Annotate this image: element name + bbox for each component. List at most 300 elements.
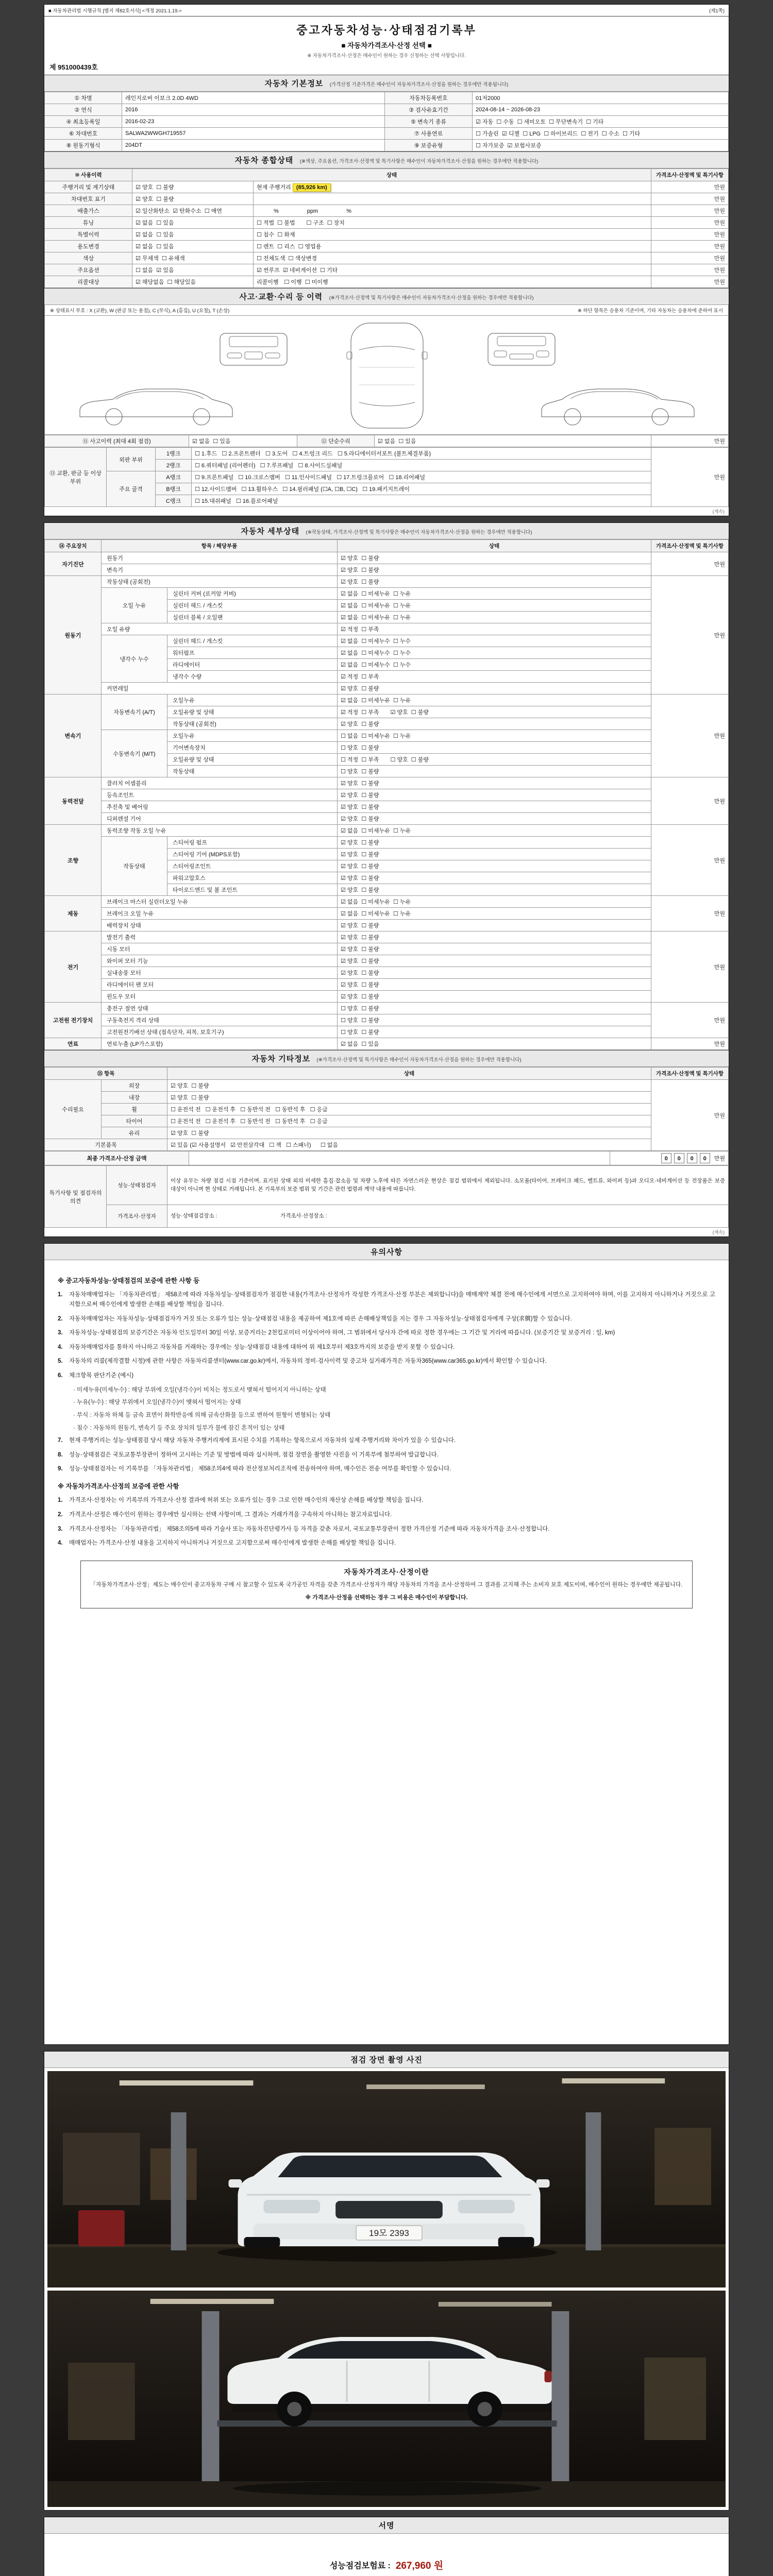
item-label: 발전기 출력 — [102, 931, 338, 943]
car-damage-diagram — [44, 315, 729, 435]
state-cell: ☑ 없음 ☐ 미세누수 ☐ 누수 — [338, 659, 651, 671]
state-cell: ☑ 없음 ☐ 미세누유 ☐ 누유 — [338, 612, 651, 623]
detail-row — [45, 825, 729, 837]
info-box-title: 자동차가격조사·산정이란 — [344, 1567, 429, 1576]
table-row — [45, 1127, 729, 1139]
detail-row — [45, 576, 729, 588]
price-cell: 만원 — [651, 825, 729, 896]
notice-number: 1. — [58, 1292, 63, 1298]
notices-title: 유의사항 — [371, 1248, 402, 1257]
item-label: 스티어링 기어 (MDPS포함) — [167, 849, 338, 860]
detail-row — [45, 920, 729, 931]
notice-subitem: · 부식 : 자동차 하체 등 금속 표면이 화학반응에 의해 금속산화물 등으로 변하여 원형이 변형되는 상태 — [73, 1412, 331, 1418]
appraiser-label: 가격조사·산정자 — [107, 1205, 167, 1228]
notice-number: 9. — [58, 1466, 63, 1472]
inspection-photo-1-wrap — [44, 2068, 729, 2291]
document-number: 제 951000439호 — [49, 63, 98, 71]
item-label: 커먼레일 — [102, 683, 338, 694]
price-cell: 만원 — [651, 229, 729, 241]
exchange-label: ⑬ 교환, 판금 등 이상 부위 — [45, 448, 107, 507]
table-row — [45, 471, 729, 483]
item-label: 파워고압호스 — [167, 872, 338, 884]
detail-row — [45, 813, 729, 825]
table-header-row — [45, 169, 729, 181]
extra-cell — [254, 181, 651, 193]
col-device: ⑭ 주요장치 — [45, 540, 102, 552]
col-item: 항목 / 해당부품 — [102, 540, 338, 552]
state-cell: ☑ 양호 ☐ 불량 — [338, 718, 651, 730]
use-history-label: 특별이력 — [45, 229, 132, 241]
photos-band — [44, 2052, 729, 2068]
use-history-label: 튜닝 — [45, 217, 132, 229]
item-label: 실린더 블록 / 오일팬 — [167, 612, 338, 623]
simple-repair-state: ☑ 없음 ☐ 있음 — [375, 435, 651, 447]
comprehensive-title: 자동차 종합상태 — [234, 156, 294, 165]
notice-text: 성능·상태점검자는 이 기록부를 「자동차관리법」 제58조의4에 따라 전산정보처리조직에 전송하여야 하며, 매수인은 전송 여부를 확인할 수 있습니다. — [69, 1466, 451, 1472]
detail-row — [45, 801, 729, 813]
item-label: 타이로드엔드 및 볼 조인트 — [167, 884, 338, 896]
basic-info-note: (가격산정 기준가격은 매수인이 자동차가격조사·산정을 원하는 경우에만 적용됩니다) — [329, 82, 509, 88]
state-cell: ☐ 적정 ☐ 부족 ☐ 양호 ☐ 불량 — [338, 754, 651, 766]
detail-row — [45, 837, 729, 849]
state-cell: ☑ 양호 ☐ 불량 — [338, 943, 651, 955]
simple-repair-label: ⑫ 단순수리 — [297, 435, 375, 447]
license-plate-text: 19모 2393 — [369, 2228, 409, 2239]
detail-row — [45, 623, 729, 635]
extra-cell: 리콜이행 ☐ 이행 ☐ 미이행 — [254, 276, 651, 288]
reg-no-label: 자동차등록번호 — [385, 92, 473, 104]
price-cell: 만원 — [651, 241, 729, 252]
notice-text: 매매업자는 가격조사·산정 내용을 고지하지 아니하거나 거짓으로 고지함으로써 매수인에게 발생한 손해를 배상할 책임을 집니다. — [69, 1540, 396, 1547]
state-cell: ☑ 양호 ☐ 불량 — [338, 552, 651, 564]
device-label: 원동기 — [45, 576, 102, 694]
col-state: 상태 — [167, 1067, 651, 1080]
detail-row — [45, 967, 729, 979]
comprehensive-row — [45, 205, 729, 217]
comprehensive-row — [45, 193, 729, 205]
misc-info-table — [44, 1067, 729, 1151]
detail-row — [45, 908, 729, 920]
comprehensive-table — [44, 168, 729, 288]
rank-label: A랭크 — [156, 471, 192, 483]
notice-text: 가격조사·산정자는 「자동차관리법」 제58조의5에 따라 기술사 또는 자동차진단평가사 등 자격을 갖춘 자로서, 국토교통부장관이 정한 가격산정 기준에 따라 자동차가격을 조사·산정합니다. — [69, 1526, 550, 1532]
detail-row — [45, 635, 729, 647]
comprehensive-note: (※색상, 주요옵션, 가격조사·산정액 및 특기사항은 매수인이 자동차가격조사·산정을 원하는 경우에만 적용합니다) — [299, 159, 539, 164]
price-cell: 만원 — [651, 217, 729, 229]
device-label: 제동 — [45, 896, 102, 931]
detail-state-table — [44, 539, 729, 1050]
mileage-highlight: (85,926 km) — [293, 183, 331, 192]
item-label: 작동상태 — [167, 766, 338, 777]
car-diagram-top-view — [346, 320, 428, 431]
extra-cell: % ppm % — [254, 205, 651, 217]
state-cell: ☑ 없음 ☐ 있음 — [132, 241, 254, 252]
comprehensive-row — [45, 181, 729, 193]
premium-value: 267,960 원 — [395, 2560, 444, 2571]
device-sub-label: 자동변속기 (A/T) — [102, 694, 167, 730]
item-label: 라디에이터 팬 모터 — [102, 979, 338, 991]
device-label: 자기진단 — [45, 552, 102, 576]
detail-row — [45, 943, 729, 955]
notice-text: 자동차매매업자는 「자동차관리법」 제58조에 따라 자동차성능·상태점검자가 점검한 내용(가격조사·산정자가 작성한 가격조사·산정 부분은 제외합니다)을 매매계약 체결 전에 매수인에게 서면으로 고지하여야 하며, 이를 고지하지 아니하거나 거짓으로 고지함으로써 매수인에게 발생한 손해를 배상할 책임을 집니다. — [69, 1292, 715, 1308]
comprehensive-row — [45, 229, 729, 241]
use-history-label: 용도변경 — [45, 241, 132, 252]
state-cell: ☑ 적정 ☐ 부족 ☑ 양호 ☐ 불량 — [338, 706, 651, 718]
accident-history-state: ☑ 없음 ☐ 있음 — [189, 435, 297, 447]
use-history-label: 주행거리 및 계기상태 — [45, 181, 132, 193]
item-label: 원동기 — [102, 552, 338, 564]
photos-title: 점검 장면 촬영 사진 — [350, 2056, 423, 2064]
state-cell: ☑ 양호 ☐ 불량 — [338, 955, 651, 967]
table-row — [45, 1092, 729, 1104]
accident-band — [44, 288, 729, 305]
extra-cell: ☑ 썬루프 ☑ 네비게이션 ☐ 기타 — [254, 264, 651, 276]
table-row — [45, 435, 729, 447]
device-label: 연료 — [45, 1038, 102, 1050]
fuel-value: ☐ 가솔린 ☑ 디젤 ☐ LPG ☐ 하이브리드 ☐ 전기 ☐ 수소 ☐ 기타 — [473, 128, 729, 140]
page-subnote: ※ 자동차가격조사·산정은 매수인이 원하는 경우 신청하는 선택 사항입니다. — [307, 53, 466, 59]
item-label: 브레이크 오일 누유 — [102, 908, 338, 920]
price-cell: 만원 — [651, 205, 729, 217]
detail-row — [45, 588, 729, 600]
main-frame-label: 주요 골격 — [107, 471, 156, 507]
notice-number: 2. — [58, 1511, 63, 1518]
rank-items: ☐ 12.사이드멤버 ☐ 13.휠하우스 ☐ 14.필러패널 (☐A, ☐B, ☐C) ☐ 19.패키지트레이 — [192, 483, 651, 495]
device-sub-label: 오일 누유 — [102, 588, 167, 623]
table-row — [45, 1166, 729, 1205]
warranty-label: ⑨ 보증유형 — [385, 140, 473, 151]
state-cell: ☑ 양호 ☐ 불량 — [338, 801, 651, 813]
price-cell: 만원 — [651, 1038, 729, 1050]
final-price-unit: 만원 — [714, 1156, 725, 1162]
accident-history-table — [44, 435, 729, 447]
warranty-value: ☐ 자가보증 ☑ 보험사보증 — [473, 140, 729, 151]
misc-item-state: ☑ 양호 ☐ 불량 — [167, 1127, 651, 1139]
transmission-label: ⑤ 변속기 종류 — [385, 116, 473, 128]
opinion-table — [44, 1165, 729, 1228]
exchange-panel-table — [44, 447, 729, 507]
notice-item — [58, 1290, 715, 1309]
state-legend-note: ※ 하단 항목은 승용차 기준이며, 기타 자동차는 승용차에 준하여 표시 — [577, 308, 723, 314]
state-cell: ☑ 양호 ☐ 불량 — [338, 860, 651, 872]
notice-text: 자동차매매업자는 자동차성능·상태점검자가 거짓 또는 오류가 있는 성능·상태점검 내용을 제공하여 제1호에 따른 손해배상책임을 지는 경우 그 자동차성능·상태점검자에게 구상(求償)할 수 있습니다. — [69, 1315, 572, 1322]
item-label: 연료누출 (LP가스포함) — [102, 1038, 338, 1050]
use-history-label: 배출가스 — [45, 205, 132, 217]
state-cell: ☑ 없음 ☐ 미세누유 ☐ 누유 — [338, 600, 651, 612]
price-cell: 만원 — [651, 252, 729, 264]
notice-item — [58, 1371, 715, 1381]
inspection-value: 2024-08-14 ~ 2026-08-23 — [473, 104, 729, 116]
comprehensive-row — [45, 276, 729, 288]
misc-item-label: 휠 — [102, 1104, 167, 1115]
notice-item — [58, 1450, 715, 1460]
state-cell: ☐ 없음 ☑ 있음 — [132, 264, 254, 276]
state-cell: ☑ 양호 ☐ 불량 — [338, 564, 651, 576]
price-cell: 만원 — [651, 896, 729, 931]
item-label: 오일유량 및 상태 — [167, 754, 338, 766]
detail-row — [45, 1014, 729, 1026]
item-label: 오일유량 및 상태 — [167, 706, 338, 718]
col-item: ⑮ 항목 — [45, 1067, 167, 1080]
state-cell: ☑ 없음 ☐ 미세누유 ☐ 누유 — [338, 588, 651, 600]
table-header-row — [45, 1067, 729, 1080]
notice-item — [58, 1436, 715, 1446]
state-cell: ☑ 없음 ☐ 미세누유 ☐ 누유 — [338, 694, 651, 706]
price-cell: 만원 — [651, 1003, 729, 1038]
basic-info-title: 자동차 기본정보 — [264, 79, 324, 88]
notice-item — [58, 1343, 715, 1352]
transmission-value: ☑ 자동 ☐ 수동 ☐ 세미오토 ☐ 무단변속기 ☐ 기타 — [473, 116, 729, 128]
notice-subitem: · 누유(누수) : 해당 부위에서 오일(냉각수)이 맺혀서 떨어지는 상태 — [73, 1399, 241, 1406]
detail-row — [45, 694, 729, 706]
notice-number: 3. — [58, 1330, 63, 1336]
notice-subitem: · 미세누유(미세누수) : 해당 부위에 오일(냉각수)이 비치는 정도로서 맺혀서 떨어지지 아니하는 상태 — [73, 1386, 326, 1393]
first-reg-value: 2016-02-23 — [122, 116, 385, 128]
col-state: 상태 — [132, 169, 651, 181]
first-reg-label: ④ 최초등록일 — [45, 116, 122, 128]
title-area — [44, 16, 729, 60]
notice-text: 자동차매매업자를 통하지 아니하고 자동차를 거래하는 경우에는 성능·상태점검 내용에 대하여 위 제1호부터 제3호까지의 보증을 받지 못할 수 있습니다. — [69, 1344, 455, 1350]
basic-items-state: ☑ 있음 (☑ 사용설명서 ☑ 안전삼각대 ☐ 잭 ☐ 스패너) ☐ 없음 — [167, 1139, 651, 1151]
detail-band — [44, 523, 729, 539]
reg-no-value: 01저2000 — [473, 92, 729, 104]
item-label: 라디에이터 — [167, 659, 338, 671]
vin-value: SALWA2WWGH719557 — [122, 128, 385, 140]
block-notices — [44, 1243, 729, 2045]
misc-item-state: ☐ 운전석 전 ☐ 운전석 후 ☐ 동반석 전 ☐ 동반석 후 ☐ 응급 — [167, 1104, 651, 1115]
item-label: 브레이크 마스터 실린더오일 누유 — [102, 896, 338, 908]
misc-item-label: 타이어 — [102, 1115, 167, 1127]
price-cell: 만원 — [651, 448, 729, 507]
state-cell: ☑ 무채색 ☐ 유채색 — [132, 252, 254, 264]
misc-item-state: ☐ 운전석 전 ☐ 운전석 후 ☐ 동반석 전 ☐ 동반석 후 ☐ 응급 — [167, 1115, 651, 1127]
price-cell: 만원 — [651, 181, 729, 193]
rule-note-row — [44, 5, 729, 16]
state-cell: ☑ 일산화탄소 ☑ 탄화수소 ☐ 매연 — [132, 205, 254, 217]
state-cell: ☑ 양호 ☐ 불량 — [338, 777, 651, 789]
car-diagram-front-view — [215, 324, 292, 373]
price-cell: 만원 — [651, 1080, 729, 1151]
misc-band — [44, 1050, 729, 1067]
comprehensive-row — [45, 241, 729, 252]
device-label: 고전원 전기장치 — [45, 1003, 102, 1038]
state-cell: ☑ 양호 ☐ 불량 — [338, 884, 651, 896]
device-sub-label: 수동변속기 (M/T) — [102, 730, 167, 777]
device-sub-label: 작동상태 — [102, 837, 167, 896]
rank-label: B랭크 — [156, 483, 192, 495]
detail-title: 자동차 세부상태 — [241, 527, 300, 536]
item-label: 동력조향 작동 오일 누유 — [102, 825, 338, 837]
use-history-label: 리콜대상 — [45, 276, 132, 288]
misc-item-label: 유리 — [102, 1127, 167, 1139]
rank-items: ☐ 9.프론트패널 ☐ 10.크로스멤버 ☐ 11.인사이드패널 ☐ 17.트렁크플로어 ☐ 18.리어패널 — [192, 471, 651, 483]
state-cell: ☑ 없음 ☐ 미세누수 ☐ 누수 — [338, 647, 651, 659]
table-row — [45, 140, 729, 151]
notice-item — [58, 1496, 715, 1505]
final-price-blank — [189, 1151, 610, 1165]
item-label: 오일 유량 — [102, 623, 338, 635]
item-label: 변속기 — [102, 564, 338, 576]
table-row — [45, 448, 729, 460]
notices-subtitle-2: ※ 자동차가격조사·산정의 보증에 관한 사항 — [58, 1483, 179, 1490]
item-label: 작동상태 (공회전) — [102, 576, 338, 588]
final-price-table — [44, 1151, 729, 1165]
col-state: 상태 — [338, 540, 651, 552]
state-cell: ☑ 양호 ☐ 불량 — [338, 991, 651, 1003]
notice-number: 4. — [58, 1540, 63, 1547]
notice-text: 자동차의 리콜(제작결함 시정)에 관한 사항은 자동차리콜센터(www.car.go.kr)에서, 자동차의 정비·검사이력 및 중고차 실거래가격은 자동차365(www.car365.go.kr)에서 확인할 수 있습니다. — [69, 1358, 547, 1365]
notice-item — [58, 1524, 715, 1534]
repair-needed-label: 수리필요 — [45, 1080, 102, 1139]
detail-row — [45, 564, 729, 576]
misc-item-state: ☑ 양호 ☐ 불량 — [167, 1080, 651, 1092]
inspector-label: 성능·상태점검자 — [107, 1166, 167, 1205]
detail-row — [45, 1038, 729, 1050]
state-cell: ☑ 양호 ☐ 불량 — [338, 683, 651, 694]
state-cell: ☑ 양호 ☐ 불량 — [338, 576, 651, 588]
detail-row — [45, 1003, 729, 1014]
notice-item — [58, 1510, 715, 1520]
item-label: 스티어링 펌프 — [167, 837, 338, 849]
price-appraisal-info-box — [80, 1561, 693, 1608]
car-name-value: 레인지로버 이보크 2.0D 4WD — [122, 92, 385, 104]
engine-value: 204DT — [122, 140, 385, 151]
block-signature — [44, 2517, 729, 2576]
misc-note: (※가격조사·산정액 및 특기사항은 매수인이 자동차가격조사·산정을 원하는 경우에만 적용합니다) — [316, 1057, 522, 1063]
year-value: 2016 — [122, 104, 385, 116]
notice-number: 3. — [58, 1526, 63, 1532]
rank-label: 2랭크 — [156, 460, 192, 471]
detail-row — [45, 979, 729, 991]
price-cell: 만원 — [651, 435, 729, 447]
detail-row — [45, 991, 729, 1003]
item-label: 실린더 커버 (로커암 커버) — [167, 588, 338, 600]
page-title: 중고자동차성능·상태점검기록부 — [296, 24, 477, 37]
item-label: 오일누유 — [167, 730, 338, 742]
item-label: 와이퍼 모터 기능 — [102, 955, 338, 967]
item-label: 디퍼렌셜 기어 — [102, 813, 338, 825]
use-history-label: 주요옵션 — [45, 264, 132, 276]
detail-row — [45, 931, 729, 943]
detail-row — [45, 955, 729, 967]
price-cell: 만원 — [651, 576, 729, 694]
extra-cell: ☐ 렌트 ☐ 리스 ☐ 영업용 — [254, 241, 651, 252]
comprehensive-row — [45, 217, 729, 229]
state-cell: ☑ 없음 ☐ 미세누수 ☐ 누수 — [338, 635, 651, 647]
white-suv-front — [228, 2153, 549, 2247]
state-cell: ☑ 없음 ☐ 미세누유 ☐ 누유 — [338, 908, 651, 920]
price-cell: 만원 — [651, 931, 729, 1003]
item-label: 실린더 헤드 / 개스킷 — [167, 600, 338, 612]
use-history-label: 색상 — [45, 252, 132, 264]
rule-note: ■ 자동차관리법 시행규칙 [별지 제82호서식] <개정 2021.1.19.> — [48, 8, 182, 14]
document-sheet — [44, 0, 729, 2576]
rank-label: C랭크 — [156, 495, 192, 507]
misc-item-state: ☑ 양호 ☐ 불량 — [167, 1092, 651, 1104]
price-cell: 만원 — [651, 193, 729, 205]
accident-history-label: ⑪ 사고이력 (최대 4회 점검) — [45, 435, 189, 447]
item-label: 스티어링조인트 — [167, 860, 338, 872]
state-cell: ☑ 양호 ☐ 불량 — [338, 849, 651, 860]
continue-note: (계속) — [712, 1230, 725, 1235]
appraiser-opinion-text: 성능·상태점검장소 : 가격조사·산정장소 : — [167, 1205, 729, 1228]
info-box-text: 「자동차가격조사·산정」제도는 매수인이 중고자동차 구매 시 참고할 수 있도록 국가공인 자격을 갖춘 가격조사·산정자가 해당 자동차의 가격을 조사·산정하여 그 결과를 고지해 주는 소비자 보호 제도이며, 매수인이 원하는 경우에만 제공됩니다. — [90, 1582, 683, 1588]
table-row — [45, 92, 729, 104]
device-label: 조향 — [45, 825, 102, 896]
page-note: (제1쪽) — [709, 8, 725, 14]
notice-text: 가격조사·산정자는 이 기록부의 가격조사·산정 결과에 허위 또는 오류가 있는 경우 그로 인한 매수인의 재산상 손해를 배상할 책임을 집니다. — [69, 1497, 424, 1504]
signature-band — [44, 2517, 729, 2534]
notice-item — [58, 1538, 715, 1548]
mileage-label: 현재 주행거리 — [257, 184, 293, 191]
notices-list-1 — [58, 1290, 715, 1474]
notice-text: 현재 주행거리는 성능·상태점검 당시 해당 자동차 주행거리계에 표시된 수치를 기록하는 항목으로서 자동차의 실제 주행거리와 차이가 있을 수 있습니다. — [69, 1437, 456, 1444]
state-cell: ☐ 양호 ☐ 불량 — [338, 766, 651, 777]
basic-items-label: 기본품목 — [45, 1139, 167, 1151]
extra-cell: ☐ 적법 ☐ 불법 ☐ 구조 ☐ 장치 — [254, 217, 651, 229]
state-cell: ☑ 양호 ☐ 불량 — [132, 181, 254, 193]
state-cell: ☑ 양호 ☐ 불량 — [338, 872, 651, 884]
outer-panel-label: 외판 부위 — [107, 448, 156, 471]
state-cell: ☑ 양호 ☐ 불량 — [338, 967, 651, 979]
notices-subtitle-1: ※ 중고자동차성능·상태점검의 보증에 관한 사항 등 — [58, 1277, 200, 1284]
notice-number: 1. — [58, 1497, 63, 1504]
notice-number: 5. — [58, 1358, 63, 1365]
signature-body — [44, 2534, 729, 2576]
table-row — [45, 104, 729, 116]
final-price-digits: 0 0 0 0 — [661, 1153, 713, 1163]
car-diagram-left-side-view — [74, 377, 239, 428]
state-cell: ☑ 양호 ☐ 불량 — [338, 979, 651, 991]
accident-note: (※가격조사·산정액 및 특기사항은 매수인이 자동차가격조사·산정을 원하는 경우에만 적용합니다) — [329, 295, 534, 301]
final-price-value — [610, 1151, 729, 1165]
device-label: 동력전달 — [45, 777, 102, 825]
notice-item — [58, 1314, 715, 1324]
basic-info-band — [44, 75, 729, 92]
item-label: 고전원전기배선 상태 (접속단자, 피복, 보호기구) — [102, 1026, 338, 1038]
misc-item-label: 내장 — [102, 1092, 167, 1104]
state-legend-row — [44, 305, 729, 315]
comprehensive-row — [45, 252, 729, 264]
notice-number: 2. — [58, 1315, 63, 1322]
table-row — [45, 1115, 729, 1127]
car-diagram-rear-view — [483, 324, 560, 373]
final-price-label: 최종 가격조사·산정 금액 — [45, 1151, 189, 1165]
notice-text: 자동차성능·상태점검의 보증기간은 자동차 인도일부터 30일 이상, 보증거리는 2천킬로미터 이상이어야 하며, 그 범위에서 당사자 간에 따로 정한 경우에는 그 기간 및 거리에 따릅니다. (보증기간 및 보증거리 : 일, km) — [69, 1330, 615, 1336]
price-cell: 만원 — [651, 777, 729, 825]
notices-content — [44, 1260, 729, 1623]
detail-row — [45, 683, 729, 694]
col-price: 가격조사·산정액 및 특기사항 — [651, 1067, 729, 1080]
state-cell: ☑ 해당없음 ☐ 해당있음 — [132, 276, 254, 288]
continue-note: (계속) — [712, 509, 725, 514]
opinion-label: 특기사항 및 점검자의 의견 — [45, 1166, 107, 1228]
state-cell: ☑ 양호 ☐ 불량 — [338, 920, 651, 931]
state-cell: ☑ 양호 ☐ 불량 — [338, 789, 651, 801]
detail-row — [45, 1026, 729, 1038]
state-cell: ☐ 없음 ☐ 미세누유 ☐ 누유 — [338, 730, 651, 742]
item-label: 윈도우 모터 — [102, 991, 338, 1003]
rank-items: ☐ 15.대쉬패널 ☐ 16.플로어패널 — [192, 495, 651, 507]
notice-text: 성능·상태점검은 국토교통부장관이 정하여 고시하는 기준 및 방법에 따라 실시하며, 점검 장면을 촬영한 사진을 이 기록부에 첨부하여 발급합니다. — [69, 1451, 439, 1458]
inspection-label: ③ 검사유효기간 — [385, 104, 473, 116]
state-cell: ☑ 없음 ☐ 있음 — [132, 217, 254, 229]
table-header-row — [45, 540, 729, 552]
rank-items: ☐ 6.쿼터패널 (리어펜더) ☐ 7.루프패널 ☐ 8.사이드실패널 — [192, 460, 651, 471]
notice-number: 6. — [58, 1372, 63, 1379]
item-label: 기어변속장치 — [167, 742, 338, 754]
table-row — [45, 1080, 729, 1092]
